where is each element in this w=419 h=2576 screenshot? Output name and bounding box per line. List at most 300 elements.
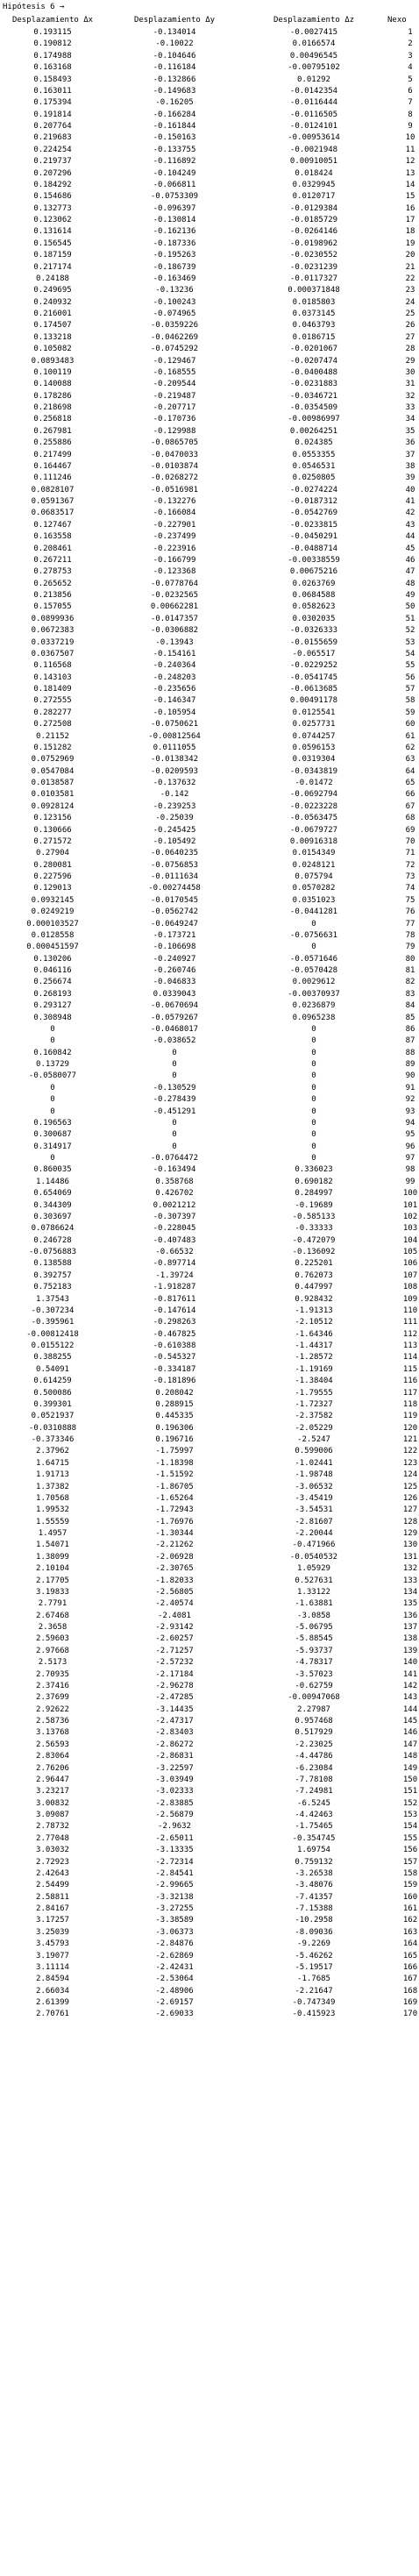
- cell-dy: -0.0756853: [150, 860, 199, 870]
- cell-nexo: 137: [402, 1623, 418, 1632]
- cell-dy: -0.245425: [153, 825, 196, 835]
- table-row: [0, 1750, 419, 1761]
- cell-dx: 0.0893483: [31, 356, 75, 366]
- table-row: [0, 929, 419, 941]
- cell-nexo: 119: [402, 1412, 418, 1421]
- cell-dz: -0.33333: [295, 1224, 333, 1234]
- cell-nexo: 111: [402, 1318, 418, 1327]
- table-row: [0, 1762, 419, 1774]
- cell-dz: -2.5247: [297, 1435, 330, 1444]
- cell-dy: -2.57232: [155, 1658, 194, 1668]
- table-row: [0, 214, 419, 225]
- cell-nexo: 25: [405, 310, 415, 318]
- cell-dx: 2.72923: [36, 1857, 69, 1867]
- cell-nexo: 74: [405, 884, 415, 893]
- cell-dy: -3.06373: [155, 1927, 194, 1937]
- cell-dy: -2.84541: [155, 1868, 194, 1878]
- cell-dx: 0.219737: [33, 157, 72, 167]
- cell-dz: 0.00491178: [289, 696, 338, 706]
- cell-nexo: 112: [402, 1329, 418, 1339]
- cell-dx: 0.752183: [33, 1283, 72, 1292]
- cell-nexo: 167: [402, 1975, 418, 1984]
- cell-dx: 0.216001: [33, 310, 72, 318]
- table-row: [0, 1422, 419, 1434]
- table-row: [0, 155, 419, 167]
- cell-dx: 0.131614: [33, 227, 72, 237]
- cell-dy: -1.86705: [155, 1482, 194, 1491]
- table-row: [0, 718, 419, 729]
- cell-dx: 0: [50, 1154, 55, 1163]
- cell-dy: 0: [172, 1071, 177, 1081]
- cell-dy: -0.00274458: [148, 884, 201, 893]
- cell-dz: -0.0116444: [289, 98, 338, 108]
- cell-nexo: 36: [405, 438, 415, 448]
- table-row: [0, 144, 419, 155]
- cell-dx: 1.37543: [36, 1294, 69, 1304]
- cell-nexo: 128: [402, 1517, 418, 1526]
- cell-dy: -0.195263: [153, 251, 196, 260]
- cell-nexo: 108: [402, 1283, 418, 1292]
- cell-dz: -1.98748: [295, 1470, 333, 1480]
- cell-dy: -0.66532: [155, 1248, 194, 1256]
- cell-dz: -8.09036: [295, 1927, 333, 1937]
- cell-dx: 0.267981: [33, 426, 72, 436]
- cell-dz: -0.0231239: [289, 262, 338, 272]
- table-row: [0, 85, 419, 96]
- table-row: [0, 1645, 419, 1656]
- cell-dy: -0.10022: [155, 39, 194, 49]
- table-row: [0, 1621, 419, 1633]
- cell-dz: 0: [311, 1142, 316, 1151]
- cell-nexo: 90: [405, 1071, 415, 1081]
- table-row: [0, 1539, 419, 1550]
- cell-nexo: 158: [402, 1868, 418, 1878]
- cell-nexo: 164: [402, 1939, 418, 1949]
- cell-dz: -0.0441281: [289, 907, 338, 917]
- table-row: [0, 1305, 419, 1316]
- cell-nexo: 154: [402, 1822, 418, 1832]
- cell-dz: 0.0120717: [292, 192, 336, 202]
- cell-dz: -0.0354509: [289, 403, 338, 412]
- cell-dz: 0.762073: [295, 1270, 333, 1280]
- cell-dz: 0.00916318: [289, 836, 338, 846]
- cell-dy: -0.0138342: [150, 755, 199, 765]
- cell-dy: -0.0359226: [150, 321, 199, 331]
- cell-dy: 0.358768: [155, 1177, 194, 1186]
- table-row: [0, 1012, 419, 1023]
- table-row: [0, 1492, 419, 1504]
- cell-nexo: 170: [402, 2010, 418, 2019]
- table-row: [0, 1375, 419, 1386]
- cell-dy: -0.0579267: [150, 1013, 199, 1022]
- cell-dx: 0.13729: [36, 1060, 69, 1069]
- cell-dy: -0.0147357: [150, 614, 199, 623]
- cell-dx: 0.111246: [33, 473, 72, 483]
- table-row: [0, 1481, 419, 1492]
- cell-dy: -0.134014: [153, 28, 196, 37]
- cell-dx: 0.0367507: [31, 649, 75, 658]
- table-row: [0, 1152, 419, 1163]
- cell-dz: -1.79555: [295, 1388, 333, 1398]
- cell-dx: 2.92622: [36, 1704, 69, 1714]
- cell-dx: 0.24188: [36, 274, 69, 283]
- cell-dz: -0.19689: [295, 1200, 333, 1210]
- cell-dz: -2.23025: [295, 1740, 333, 1749]
- table-row: [0, 648, 419, 659]
- cell-dy: -0.166799: [153, 555, 196, 565]
- cell-nexo: 64: [405, 766, 415, 776]
- cell-dz: -0.62759: [295, 1681, 333, 1690]
- cell-nexo: 104: [402, 1235, 418, 1245]
- cell-dy: -0.0111634: [150, 872, 199, 881]
- cell-dz: -0.0450291: [289, 532, 338, 542]
- cell-dz: 0.00264251: [289, 426, 338, 436]
- cell-dz: 0.690182: [295, 1177, 333, 1186]
- cell-nexo: 134: [402, 1587, 418, 1597]
- cell-dz: 0: [311, 1048, 316, 1057]
- table-row: [0, 1316, 419, 1327]
- cell-nexo: 152: [402, 1798, 418, 1808]
- cell-nexo: 136: [402, 1611, 418, 1620]
- table-row: [0, 624, 419, 636]
- cell-dy: -0.228045: [153, 1224, 196, 1234]
- cell-dz: -0.01472: [295, 779, 333, 787]
- cell-dz: -0.472079: [292, 1235, 336, 1245]
- cell-dx: 0.27904: [36, 849, 69, 858]
- cell-nexo: 115: [402, 1364, 418, 1374]
- cell-nexo: 50: [405, 602, 415, 612]
- table-row: [0, 472, 419, 483]
- cell-dz: 0.0582623: [292, 602, 336, 612]
- cell-dy: -1.918287: [153, 1283, 196, 1292]
- cell-dx: 0.0547084: [31, 766, 75, 776]
- table-row: [0, 1023, 419, 1035]
- cell-nexo: 143: [402, 1693, 418, 1703]
- cell-dy: -0.166084: [153, 509, 196, 518]
- cell-nexo: 92: [405, 1095, 415, 1105]
- cell-dz: 1.69754: [297, 1846, 330, 1855]
- cell-dx: 0.207764: [33, 122, 72, 131]
- cell-dy: -0.240364: [153, 661, 196, 671]
- cell-dx: 0.0128558: [31, 930, 75, 940]
- cell-dz: 0: [311, 1118, 316, 1128]
- cell-nexo: 65: [405, 779, 415, 787]
- cell-dz: -1.7685: [297, 1975, 330, 1984]
- cell-dy: -0.467825: [153, 1329, 196, 1339]
- cell-nexo: 26: [405, 321, 415, 331]
- cell-dx: 2.84594: [36, 1975, 69, 1984]
- cell-dy: -2.06928: [155, 1552, 194, 1562]
- cell-nexo: 60: [405, 720, 415, 729]
- cell-dy: -0.147614: [153, 1306, 196, 1315]
- table-row: [0, 953, 419, 964]
- table-row: [0, 1726, 419, 1738]
- cell-dz: -0.0185729: [289, 216, 338, 224]
- cell-dy: -0.0778764: [150, 579, 199, 588]
- table-row: [0, 1774, 419, 1785]
- table-row: [0, 179, 419, 190]
- cell-dx: 1.38099: [36, 1552, 69, 1562]
- cell-dz: 0.336023: [295, 1165, 333, 1175]
- cell-dx: 2.42643: [36, 1868, 69, 1878]
- cell-nexo: 31: [405, 380, 415, 389]
- table-row: [0, 355, 419, 366]
- cell-nexo: 66: [405, 790, 415, 800]
- cell-nexo: 133: [402, 1576, 418, 1585]
- cell-dz: 0.0125541: [292, 708, 336, 717]
- cell-dx: -0.0580077: [28, 1071, 77, 1081]
- table-row: [0, 566, 419, 577]
- table-row: [0, 589, 419, 601]
- cell-dx: 1.55559: [36, 1517, 69, 1526]
- table-row: [0, 1211, 419, 1222]
- cell-nexo: 109: [402, 1294, 418, 1304]
- cell-dy: -0.0764472: [150, 1154, 199, 1163]
- cell-dz: -1.64346: [295, 1329, 333, 1339]
- cell-dx: 0.271572: [33, 836, 72, 846]
- cell-dz: -1.91313: [295, 1306, 333, 1315]
- table-row: [0, 1082, 419, 1093]
- cell-nexo: 163: [402, 1927, 418, 1937]
- cell-dz: -0.585133: [292, 1212, 336, 1221]
- table-row: [0, 284, 419, 295]
- cell-dx: 0.860035: [33, 1165, 72, 1175]
- cell-dy: -2.42431: [155, 1962, 194, 1972]
- cell-dx: 0.132773: [33, 203, 72, 213]
- cell-dy: -2.60257: [155, 1634, 194, 1644]
- cell-dz: -9.2269: [297, 1939, 330, 1949]
- table-row: [0, 507, 419, 518]
- table-row: [0, 1562, 419, 1574]
- cell-nexo: 96: [405, 1142, 415, 1151]
- table-row: [0, 1351, 419, 1363]
- cell-nexo: 45: [405, 544, 415, 553]
- cell-dz: -3.45419: [295, 1493, 333, 1503]
- table-row: [0, 1680, 419, 1691]
- cell-nexo: 122: [402, 1447, 418, 1456]
- table-row: [0, 343, 419, 354]
- cell-nexo: 138: [402, 1634, 418, 1644]
- cell-dz: 0.00675216: [289, 567, 338, 577]
- cell-nexo: 57: [405, 685, 415, 694]
- cell-nexo: 1: [408, 28, 413, 37]
- table-row: [0, 120, 419, 132]
- cell-nexo: 87: [405, 1036, 415, 1046]
- table-row: [0, 413, 419, 424]
- cell-dx: 1.4957: [38, 1529, 67, 1538]
- cell-dx: 2.78732: [36, 1822, 69, 1832]
- cell-dx: 3.11114: [36, 1962, 69, 1972]
- cell-dz: -0.0229252: [289, 661, 338, 671]
- cell-nexo: 18: [405, 227, 415, 237]
- cell-dy: -0.106698: [153, 943, 196, 952]
- table-row: [0, 613, 419, 624]
- cell-dy: 0.445335: [155, 1412, 194, 1421]
- cell-dx: 3.45793: [36, 1939, 69, 1949]
- cell-dy: -0.0468017: [150, 1024, 199, 1034]
- cell-dx: 0.181409: [33, 685, 72, 694]
- table-row: [0, 167, 419, 179]
- cell-dx: 0.217499: [33, 450, 72, 459]
- cell-dy: -3.22597: [155, 1763, 194, 1773]
- cell-dx: 0.046116: [33, 966, 72, 975]
- cell-nexo: 77: [405, 919, 415, 929]
- cell-dz: -5.46262: [295, 1951, 333, 1960]
- cell-dy: -0.209544: [153, 380, 196, 389]
- cell-dz: -0.0231883: [289, 380, 338, 389]
- cell-dx: 0.133218: [33, 332, 72, 342]
- cell-dy: -1.39724: [155, 1270, 194, 1280]
- table-row: [0, 694, 419, 706]
- table-row: [0, 61, 419, 73]
- table-row: [0, 425, 419, 437]
- cell-nexo: 168: [402, 1986, 418, 1996]
- table-row: [0, 1093, 419, 1105]
- cell-nexo: 67: [405, 801, 415, 811]
- table-row: [0, 1879, 419, 1890]
- cell-dz: 0.225201: [295, 1259, 333, 1269]
- cell-nexo: 70: [405, 836, 415, 846]
- table-row: [0, 918, 419, 929]
- cell-dz: -7.78108: [295, 1775, 333, 1784]
- cell-nexo: 153: [402, 1811, 418, 1819]
- table-row: [0, 637, 419, 648]
- cell-dy: -0.0170545: [150, 895, 199, 905]
- column-header-dz: Desplazamiento Δz: [273, 16, 355, 25]
- cell-dy: -0.239253: [153, 801, 196, 811]
- table-row: [0, 1832, 419, 1844]
- cell-nexo: 130: [402, 1541, 418, 1550]
- cell-dy: -1.75997: [155, 1447, 194, 1456]
- table-row: [0, 1938, 419, 1949]
- table-row: [0, 484, 419, 495]
- table-row: [0, 495, 419, 507]
- cell-dz: -0.0346721: [289, 391, 338, 401]
- cell-dz: 0.0250805: [292, 473, 336, 483]
- cell-nexo: 118: [402, 1399, 418, 1409]
- cell-nexo: 47: [405, 567, 415, 577]
- cell-dx: 0.160842: [33, 1048, 72, 1057]
- cell-dx: 0.300687: [33, 1130, 72, 1140]
- cell-dz: -0.136092: [292, 1248, 336, 1256]
- cell-dx: 0.196563: [33, 1118, 72, 1128]
- cell-nexo: 20: [405, 251, 415, 260]
- cell-nexo: 68: [405, 814, 415, 823]
- cell-dx: 0: [50, 1036, 55, 1046]
- cell-nexo: 12: [405, 157, 415, 167]
- cell-dx: 0.123156: [33, 814, 72, 823]
- cell-nexo: 4: [408, 63, 413, 73]
- cell-dx: 2.58811: [36, 1892, 69, 1902]
- cell-dz: -0.00338559: [288, 555, 340, 565]
- table-row: [0, 1739, 419, 1750]
- cell-nexo: 117: [402, 1388, 418, 1398]
- cell-dx: 0.105082: [33, 345, 72, 354]
- cell-nexo: 106: [402, 1259, 418, 1269]
- cell-dx: 0.129013: [33, 884, 72, 893]
- cell-dz: -3.54531: [295, 1505, 333, 1515]
- cell-dy: -2.47317: [155, 1717, 194, 1726]
- cell-dx: 0.54091: [36, 1364, 69, 1374]
- cell-nexo: 5: [408, 75, 413, 84]
- cell-dx: 0.193115: [33, 28, 72, 37]
- table-row: [0, 1035, 419, 1046]
- cell-dx: 3.19077: [36, 1951, 69, 1960]
- cell-nexo: 125: [402, 1482, 418, 1491]
- cell-dy: -2.86272: [155, 1740, 194, 1749]
- cell-dz: -0.415923: [292, 2010, 336, 2019]
- cell-dy: -2.40574: [155, 1599, 194, 1609]
- cell-nexo: 79: [405, 943, 415, 952]
- cell-dy: -0.298263: [153, 1318, 196, 1327]
- cell-dy: -0.104249: [153, 168, 196, 178]
- cell-nexo: 149: [402, 1763, 418, 1773]
- cell-dz: 0.0546531: [292, 461, 336, 471]
- cell-dx: 0.0932145: [31, 895, 75, 905]
- cell-nexo: 102: [402, 1212, 418, 1221]
- cell-dz: -1.63881: [295, 1599, 333, 1609]
- cell-dz: -0.0233815: [289, 520, 338, 530]
- cell-dx: 0.190812: [33, 39, 72, 49]
- cell-dy: -0.0209593: [150, 766, 199, 776]
- cell-nexo: 91: [405, 1083, 415, 1092]
- cell-dx: 1.64715: [36, 1458, 69, 1468]
- cell-nexo: 22: [405, 274, 415, 283]
- cell-dz: -0.065517: [292, 649, 336, 658]
- table-header: [0, 14, 419, 26]
- cell-dz: 0.759132: [295, 1857, 333, 1867]
- cell-dz: 0.00910051: [289, 157, 338, 167]
- cell-nexo: 139: [402, 1646, 418, 1655]
- cell-dy: -0.545327: [153, 1353, 196, 1363]
- cell-dx: 0.500086: [33, 1388, 72, 1398]
- cell-dy: -2.99665: [155, 1881, 194, 1890]
- table-row: [0, 964, 419, 976]
- cell-nexo: 9: [408, 122, 413, 131]
- cell-dy: -2.17184: [155, 1669, 194, 1679]
- cell-nexo: 76: [405, 907, 415, 917]
- cell-dy: -0.130529: [153, 1083, 196, 1092]
- cell-dx: 0.0138587: [31, 779, 75, 787]
- cell-dx: 0.127467: [33, 520, 72, 530]
- table-row: [0, 378, 419, 389]
- cell-dz: -5.19517: [295, 1962, 333, 1972]
- table-row: [0, 1187, 419, 1199]
- cell-dx: 0.0899936: [31, 614, 75, 623]
- cell-dy: -0.149683: [153, 86, 196, 96]
- table-row: [0, 1950, 419, 1961]
- cell-dz: -1.19169: [295, 1364, 333, 1374]
- cell-dx: 1.37382: [36, 1482, 69, 1491]
- cell-dy: -0.207717: [153, 403, 196, 412]
- cell-dx: 0.227596: [33, 872, 72, 881]
- cell-dy: -0.0103874: [150, 461, 199, 471]
- cell-dy: -0.038652: [153, 1036, 196, 1046]
- cell-dy: -2.69157: [155, 1998, 194, 2007]
- cell-dx: 2.3658: [38, 1623, 67, 1632]
- cell-dy: 0.288915: [155, 1399, 194, 1409]
- cell-nexo: 21: [405, 262, 415, 272]
- cell-dx: 2.56593: [36, 1740, 69, 1749]
- cell-dz: -7.15388: [295, 1904, 333, 1913]
- cell-dy: 0: [172, 1130, 177, 1140]
- table-row: [0, 1070, 419, 1081]
- cell-nexo: 39: [405, 473, 415, 483]
- cell-nexo: 161: [402, 1904, 418, 1913]
- cell-nexo: 126: [402, 1493, 418, 1503]
- cell-dy: -0.235656: [153, 685, 196, 694]
- cell-dz: -0.0021948: [289, 145, 338, 154]
